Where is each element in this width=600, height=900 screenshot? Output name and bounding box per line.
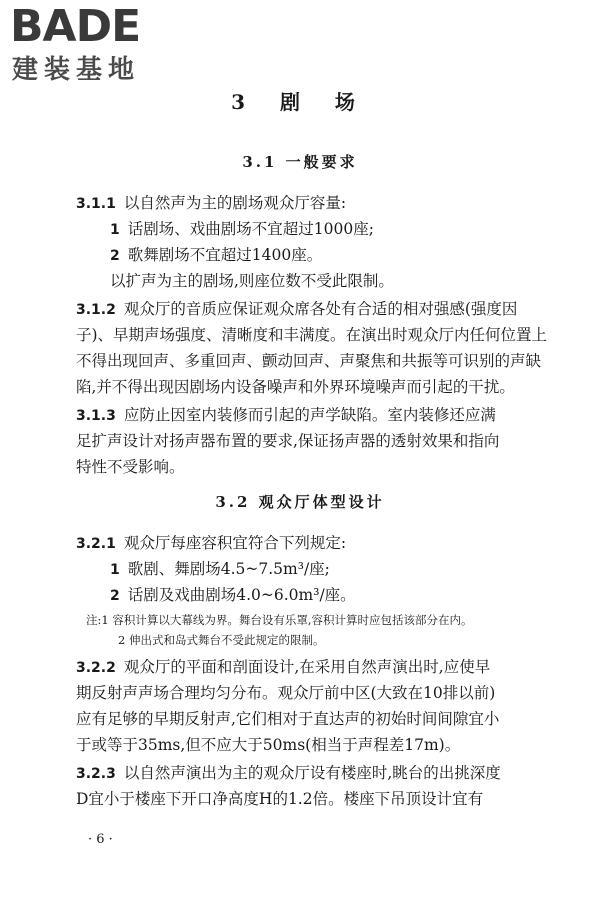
clause-number: 3.1.2 — [76, 302, 116, 318]
paragraph-line: 不得出现回声、多重回声、颤动回声、声聚焦和共振等可识别的声缺 — [76, 352, 542, 370]
item-number: 1 — [110, 222, 120, 238]
bade-logo — [10, 2, 175, 90]
paragraph-line: 以扩声为主的剧场,则座位数不受此限制。 — [110, 272, 394, 290]
clause-number: 3.1.3 — [76, 408, 116, 424]
item-text: 话剧及戏曲剧场4.0~6.0m³/座。 — [127, 586, 356, 604]
clause-text: 应防止因室内装修而引起的声学缺陷。室内装修还应满 — [123, 406, 496, 424]
clause-number: 3.2.1 — [76, 536, 116, 552]
paragraph-line: 期反射声声场合理均匀分布。观众厅前中区(大致在10排以前) — [76, 684, 496, 702]
section-heading-3-1: 3.1 一般要求 — [242, 153, 358, 171]
clause-number: 3.1.1 — [76, 196, 116, 212]
clause-number: 3.2.2 — [76, 660, 116, 676]
paragraph-line: D宜小于楼座下开口净高度H的1.2倍。楼座下吊顶设计宜有 — [76, 790, 484, 808]
list-item — [110, 242, 600, 269]
logo-main-text: BADE — [10, 1, 141, 52]
list-item — [110, 216, 600, 243]
item-text: 话剧场、戏曲剧场不宜超过1000座; — [127, 220, 374, 238]
item-text: 歌舞剧场不宜超过1400座。 — [127, 246, 323, 264]
list-item — [110, 556, 600, 583]
item-number: 1 — [110, 562, 120, 578]
paragraph-line: 子)、早期声场强度、清晰度和丰满度。在演出时观众厅内任何位置上 — [76, 326, 548, 344]
item-number: 2 — [110, 248, 120, 264]
note-line: 2 伸出式和岛式舞台不受此规定的限制。 — [118, 633, 325, 647]
clause-text: 观众厅的平面和剖面设计,在采用自然声演出时,应使早 — [123, 658, 491, 676]
clause-3-2-3 — [76, 760, 596, 787]
clause-3-1-3 — [76, 402, 596, 429]
list-item — [110, 582, 600, 609]
clause-text: 观众厅的音质应保证观众席各处有合适的相对强感(强度因 — [123, 300, 518, 318]
section-heading-3-2: 3.2 观众厅体型设计 — [215, 493, 385, 511]
logo-sub-text: 建装基地 — [12, 55, 141, 85]
paragraph-line: 陷,并不得出现因剧场内设备噪声和外界环境噪声而引起的干扰。 — [76, 378, 515, 396]
clause-3-2-1 — [76, 530, 596, 557]
note-line: 注:1 容积计算以大幕线为界。舞台设有乐罩,容积计算时应包括该部分在内。 — [86, 613, 473, 627]
chapter-title: 3 剧 场 — [231, 90, 369, 114]
clause-number: 3.2.3 — [76, 766, 116, 782]
paragraph-line: 应有足够的早期反射声,它们相对于直达声的初始时间间隙宜小 — [76, 710, 500, 728]
item-number: 2 — [110, 588, 120, 604]
clause-text: 以自然声演出为主的观众厅设有楼座时,眺台的出挑深度 — [123, 764, 501, 782]
item-text: 歌剧、舞剧场4.5~7.5m³/座; — [127, 560, 330, 578]
page-number: · 6 · — [88, 832, 113, 847]
clause-3-1-2 — [76, 296, 596, 323]
clause-text: 以自然声为主的剧场观众厅容量: — [123, 194, 347, 212]
paragraph-line: 足扩声设计对扬声器布置的要求,保证扬声器的透射效果和指向 — [76, 432, 500, 450]
clause-3-1-1 — [76, 190, 596, 217]
clause-text: 观众厅每座容积宜符合下列规定: — [123, 534, 347, 552]
paragraph-line: 特性不受影响。 — [76, 458, 185, 476]
paragraph-line: 于或等于35ms,但不应大于50ms(相当于声程差17m)。 — [76, 736, 461, 754]
clause-3-2-2 — [76, 654, 596, 681]
